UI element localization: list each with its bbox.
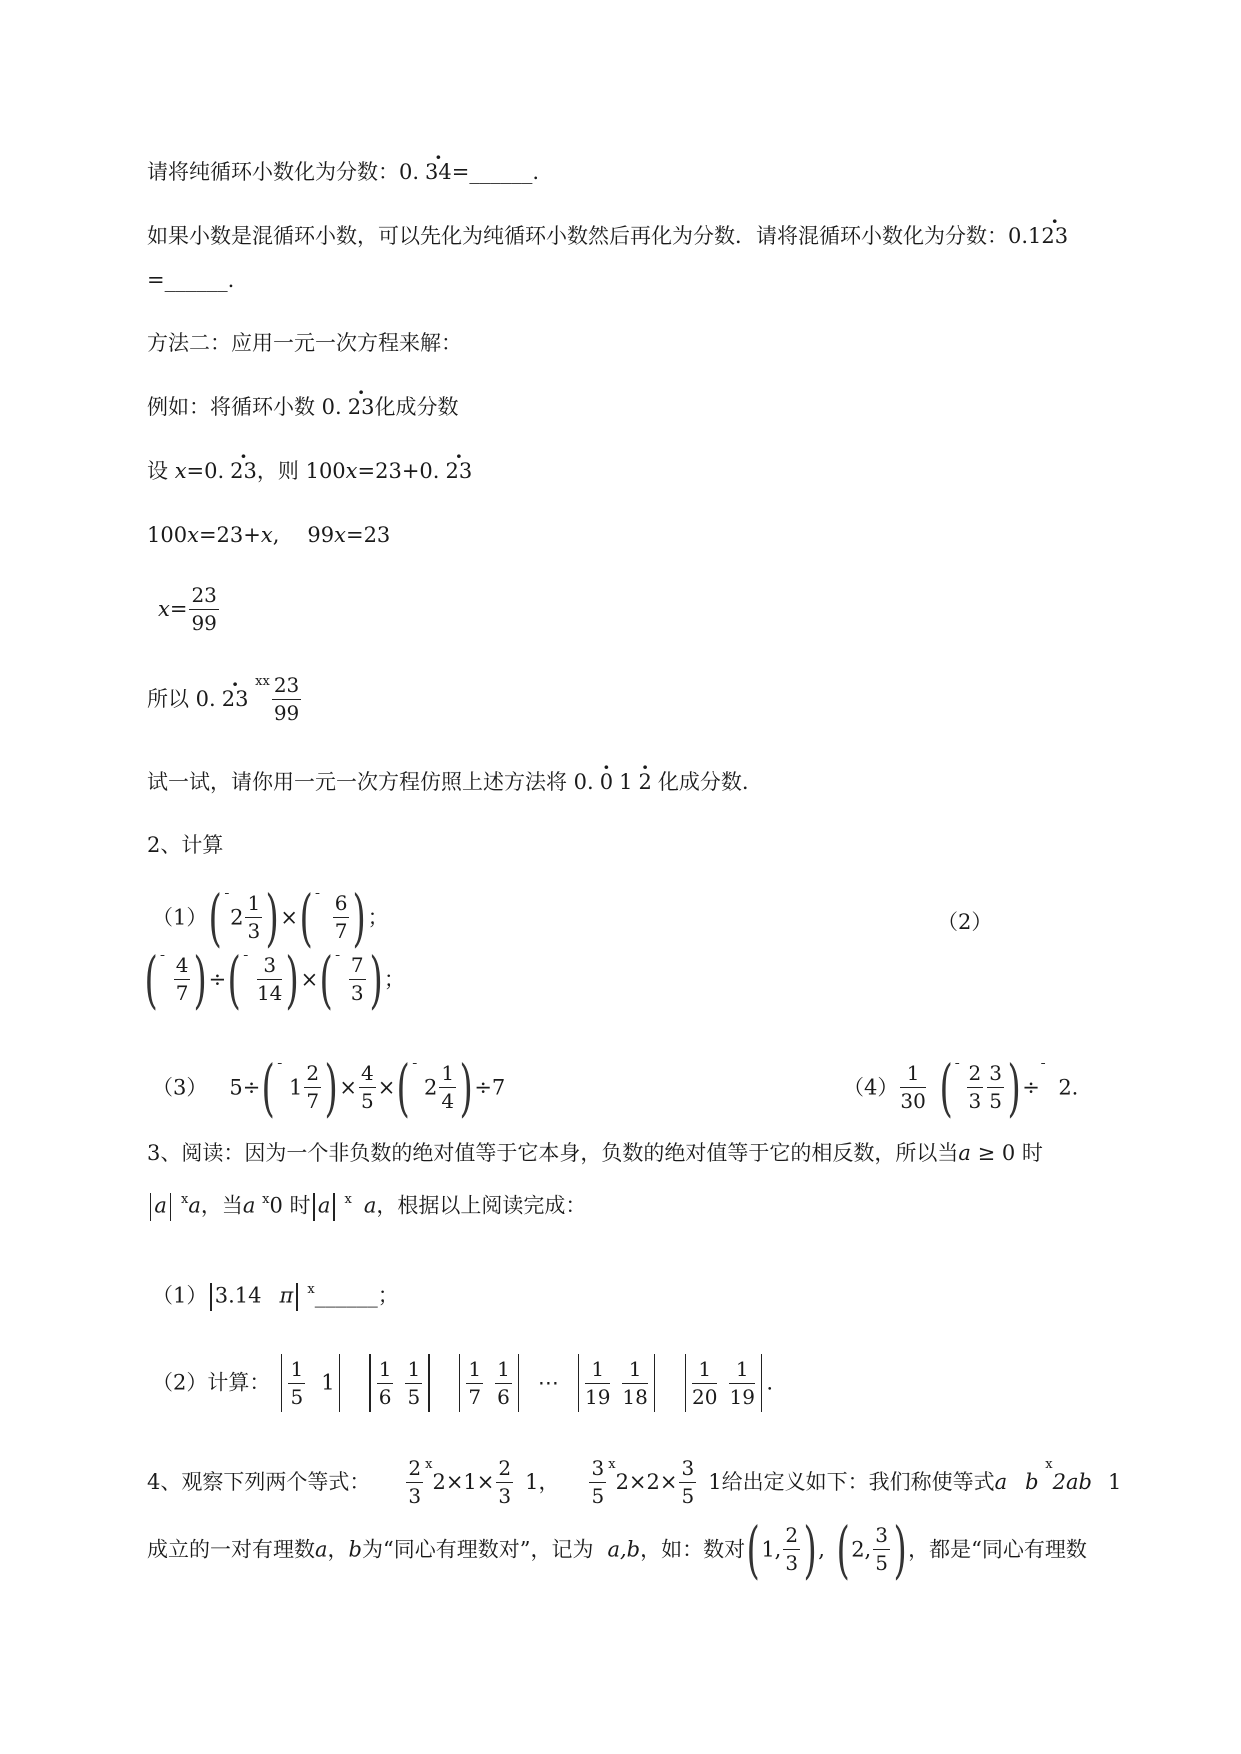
example-line: 例如：将循环小数 0.· 23化成分数 xyxy=(147,397,458,418)
problem-3: （3） 5÷($^ˉ$1 $\frac{2}{7}$ )× $\frac{4}{5}$ ×($^ˉ$2 $\frac{1}{4}$ )÷7 xyxy=(152,1051,506,1124)
equation-setup: 设 x=0.· 23，则 100x=23+0.· 23 xyxy=(147,461,472,482)
paragraph-mixed-repeating: 如果小数是混循环小数，可以先化为纯循环小数然后再化为分数．请将混循环小数化为分数：0.1· 23 xyxy=(147,226,1068,247)
problem-4: （4） $\frac{1}{30}$ ($^ˉ$ $\frac{2}{3}$ $\frac{3}{5}$ )÷$^ˉ$2. xyxy=(843,1051,1079,1124)
section-4-text: 4、观察下列两个等式： $\frac{2}{3}$ $^ⅹ$2×1× $\frac{2}{3}$ 1， $\frac{3}{5}$ $^ⅹ$2×2× $\frac{3}{5}$ 1给出定义如下：我们称使等式a b $^ⅹ$2ab 1 xyxy=(147,1456,1122,1508)
problem-2-label: （2） xyxy=(937,910,993,934)
section-3-continued: a $^ⅹ$a，当a $^ⅹ$0 时 a $^ⅹ$ a，根据以上阅读完成： xyxy=(147,1193,586,1221)
problem-1: （1）($^ˉ$2 $\frac{1}{3}$ )×($^ˉ$ $\frac{6}{7}$ )； xyxy=(152,881,389,954)
reading-question-2: （2）计算： $\frac{1}{5}$ 1 $\frac{1}{6}$ $\frac{1}{5}$ $\frac{1}{7}$ $\frac{1}{6}$ ⋯ $\frac{1}{19}$ $\frac{1}{18}$ $\frac{1}{20}$ $\frac{1}{19}$ . xyxy=(152,1354,773,1412)
problem-2: ($^ˉ$ $\frac{4}{7}$ )÷($^ˉ$ $\frac{3}{14}$ )×($^ˉ$ $\frac{7}{3}$ )； xyxy=(144,943,405,1016)
section-3-text: 3、阅读：因为一个非负数的绝对值等于它本身，负数的绝对值等于它的相反数，所以当a ≥ 0 时 xyxy=(147,1141,1043,1165)
section-4-continued: 成立的一对有理数a，b为“同心有理数对”，记为 a,b，如：数对(1, $\frac{2}{3}$ ), (2, $\frac{3}{5}$ )，都是“同心有理数 xyxy=(147,1513,1087,1586)
method-two-heading: 方法二：应用一元一次方程来解： xyxy=(147,331,462,355)
blank-line: =______. xyxy=(147,268,235,292)
paragraph-pure-repeating: 请将纯循环小数化为分数：0.· 34=______. xyxy=(147,162,539,183)
repeating-digits: · 34 xyxy=(425,162,452,183)
fraction: $\frac{23}{99}$ xyxy=(191,583,217,635)
equation-result: x= $\frac{23}{99}$ xyxy=(158,583,217,635)
conclusion-line: 所以 0.· 23 $^{ⅹⅹ}$ $\frac{23}{99}$ xyxy=(147,675,303,724)
equation-step: 100x=23+x, 99x=23 xyxy=(147,523,391,547)
repeating-digits: · 23 xyxy=(1041,226,1068,247)
reading-question-1: （1） 3.14 π $^ⅹ$______； xyxy=(152,1283,399,1311)
fraction: $\frac{23}{99}$ xyxy=(273,673,300,725)
section-2-title: 2、计算 xyxy=(147,833,224,857)
try-it-line: 试一试，请你用一元一次方程仿照上述方法将 0.· 0 1· 2 化成分数. xyxy=(147,772,749,793)
